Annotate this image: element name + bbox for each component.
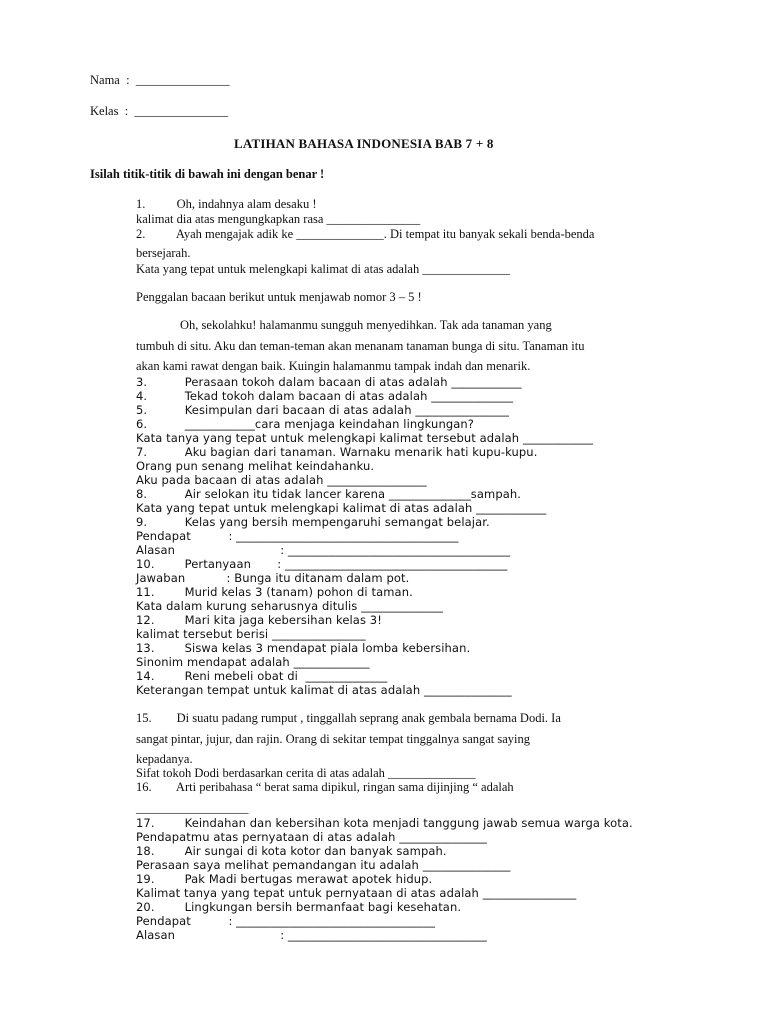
- question-2: 2. Ayah mengajak adik ke ______________. Di tempat itu banyak sekali benda-benda: [136, 227, 595, 241]
- answer-line-7: Aku pada bacaan di atas adalah _________________: [136, 473, 427, 487]
- answer-line-15: Sifat tokoh Dodi berdasarkan cerita di atas adalah ______________: [136, 766, 476, 780]
- question-5: 5. Kesimpulan dari bacaan di atas adalah ________________: [136, 403, 509, 417]
- question-15-cont: kepadanya.: [136, 752, 193, 766]
- nama-field: Nama : _______________: [90, 73, 230, 87]
- question-19: 19. Pak Madi bertugas merawat apotek hidup.: [136, 872, 433, 886]
- passage-line: tumbuh di situ. Aku dan teman-teman akan menanam tanaman bunga di situ. Tanaman itu: [136, 339, 585, 353]
- question-14: 14. Reni mebeli obat di ______________: [136, 669, 388, 683]
- answer-line-14: Keterangan tempat untuk kalimat di atas adalah _______________: [136, 683, 512, 697]
- question-7-cont: Orang pun senang melihat keindahanku.: [136, 459, 375, 473]
- question-6: 6. ____________cara menjaga keindahan lingkungan?: [136, 417, 474, 431]
- answer-line-17: Pendapatmu atas pernyataan di atas adalah _______________: [136, 830, 488, 844]
- worksheet-title: LATIHAN BAHASA INDONESIA BAB 7 + 8: [234, 136, 494, 151]
- answer-line-18: Perasaan saya melihat pemandangan itu adalah _______________: [136, 858, 511, 872]
- kelas-field: Kelas : _______________: [90, 104, 229, 118]
- question-7: 7. Aku bagian dari tanaman. Warnaku menarik hati kupu-kupu.: [136, 445, 538, 459]
- alasan-line-20: Alasan : __________________________________: [136, 928, 487, 942]
- answer-line-12: kalimat tersebut berisi ________________: [136, 627, 366, 641]
- answer-line-6: Kata tanya yang tepat untuk melengkapi kalimat tersebut adalah ____________: [136, 431, 594, 445]
- instruction-text: Isilah titik-titik di bawah ini dengan benar !: [90, 167, 325, 181]
- answer-line-1: kalimat dia atas mengungkapkan rasa _______________: [136, 212, 421, 226]
- question-15-cont: sangat pintar, jujur, dan rajin. Orang di sekitar tempat tinggalnya sangat saying: [136, 732, 531, 746]
- question-2-cont: bersejarah.: [136, 246, 191, 260]
- question-10: 10. Pertanyaan : ______________________________________: [136, 557, 508, 571]
- answer-line-19: Kalimat tanya yang tepat untuk pernyataan di atas adalah ________________: [136, 886, 577, 900]
- question-8: 8. Air selokan itu tidak lancer karena ______________sampah.: [136, 487, 522, 501]
- alasan-line-9: Alasan : ______________________________________: [136, 543, 511, 557]
- answer-line-2: Kata yang tepat untuk melengkapi kalimat di atas adalah ______________: [136, 262, 510, 276]
- question-20: 20. Lingkungan bersih bermanfaat bagi kesehatan.: [136, 900, 462, 914]
- question-16: 16. Arti peribahasa “ berat sama dipikul, ringan sama dijinjing “ adalah: [136, 780, 514, 794]
- answer-line-16: __________________: [136, 801, 249, 815]
- question-3: 3. Perasaan tokoh dalam bacaan di atas adalah ____________: [136, 375, 522, 389]
- question-11: 11. Murid kelas 3 (tanam) pohon di taman.: [136, 585, 413, 599]
- pendapat-line-20: Pendapat : __________________________________: [136, 914, 436, 928]
- passage-line: Oh, sekolahku! halamanmu sungguh menyedihkan. Tak ada tanaman yang: [180, 318, 552, 332]
- question-1: 1. Oh, indahnya alam desaku !: [136, 197, 317, 211]
- question-18: 18. Air sungai di kota kotor dan banyak sampah.: [136, 844, 447, 858]
- question-15: 15. Di suatu padang rumput , tinggallah seprang anak gembala bernama Dodi. Ia: [136, 711, 561, 725]
- answer-line-8: Kata yang tepat untuk melengkapi kalimat di atas adalah ____________: [136, 501, 547, 515]
- answer-line-13: Sinonim mendapat adalah _____________: [136, 655, 370, 669]
- passage-line: akan kami rawat dengan baik. Kuingin halamanmu tampak indah dan menarik.: [136, 359, 531, 373]
- pendapat-line-9: Pendapat : ______________________________________: [136, 529, 459, 543]
- question-13: 13. Siswa kelas 3 mendapat piala lomba kebersihan.: [136, 641, 471, 655]
- answer-line-11: Kata dalam kurung seharusnya ditulis ______________: [136, 599, 444, 613]
- question-9: 9. Kelas yang bersih mempengaruhi semangat belajar.: [136, 515, 490, 529]
- question-17: 17. Keindahan dan kebersihan kota menjadi tanggung jawab semua warga kota.: [136, 816, 633, 830]
- passage-intro: Penggalan bacaan berikut untuk menjawab nomor 3 – 5 !: [136, 290, 422, 304]
- jawaban-line-10: Jawaban : Bunga itu ditanam dalam pot.: [136, 571, 410, 585]
- question-4: 4. Tekad tokoh dalam bacaan di atas adalah ______________: [136, 389, 514, 403]
- question-12: 12. Mari kita jaga kebersihan kelas 3!: [136, 613, 382, 627]
